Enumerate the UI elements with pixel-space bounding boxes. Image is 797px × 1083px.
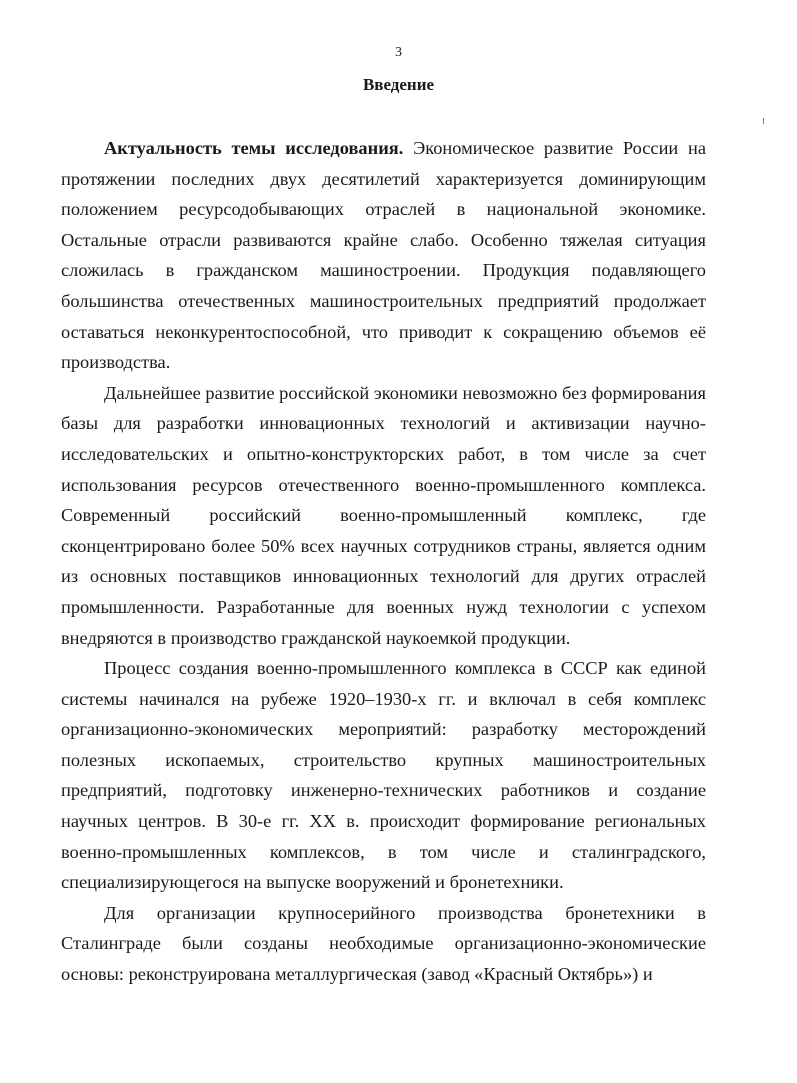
body-text [61, 133, 706, 990]
paragraph-lead: Актуальность темы исследования. [104, 138, 404, 158]
paragraph-text: Экономическое развитие России на протяжении последних двух десятилетий характеризуется доминирующим положением ресурсодобывающих отраслей в национальной экономике. Остальные отрасли развиваются крайне слабо. Особенно тяжелая ситуация сложилась в гражданском машиностроении. Продукция подавляющего большинства отечественных машиностроительных предприятий продолжает оставаться неконкурентоспособной, что приводит к сокращению объемов её производства. [61, 138, 707, 373]
paragraph-development: Дальнейшее развитие российской экономики невозможно без формирования базы для разработки инновационных технологий и активизации научно-исследовательских и опытно-конструкторских работ, в том числе за счет использования ресурсов отечественного военно-промышленного комплекса. Современный российский военно-промышленный комплекс, где сконцентрировано более 50% всех научных сотрудников страны, является одним из основных поставщиков инновационных технологий для других отраслей промышленности. Разработанные для военных нужд технологии с успехом внедряются в производство гражданской наукоемкой продукции. [61, 382, 706, 648]
page-number: 3 [395, 45, 402, 60]
paragraph-process: Процесс создания военно-промышленного комплекса в СССР как единой системы начинался на рубеже 1920–1930-х гг. и включал в себя комплекс организационно-экономических мероприятий: разработку месторождений полезных ископаемых, строительство крупных машиностроительных предприятий, подготовку инженерно-технических работников и создание научных центров. В 30-е гг. XX в. происходит формирование региональных военно-промышленных комплексов, в том числе и сталинградского, специализирующегося на выпуске вооружений и бронетехники. [61, 658, 706, 893]
paragraph-relevance [61, 133, 706, 378]
margin-mark [763, 118, 764, 124]
page-heading: Введение [362, 75, 435, 94]
paragraph-organization: Для организации крупносерийного производства бронетехники в Сталинграде были созданы необходимые организационно-экономические основы: реконструирована металлургическая (завод «Красный Октябрь») и [61, 902, 706, 985]
